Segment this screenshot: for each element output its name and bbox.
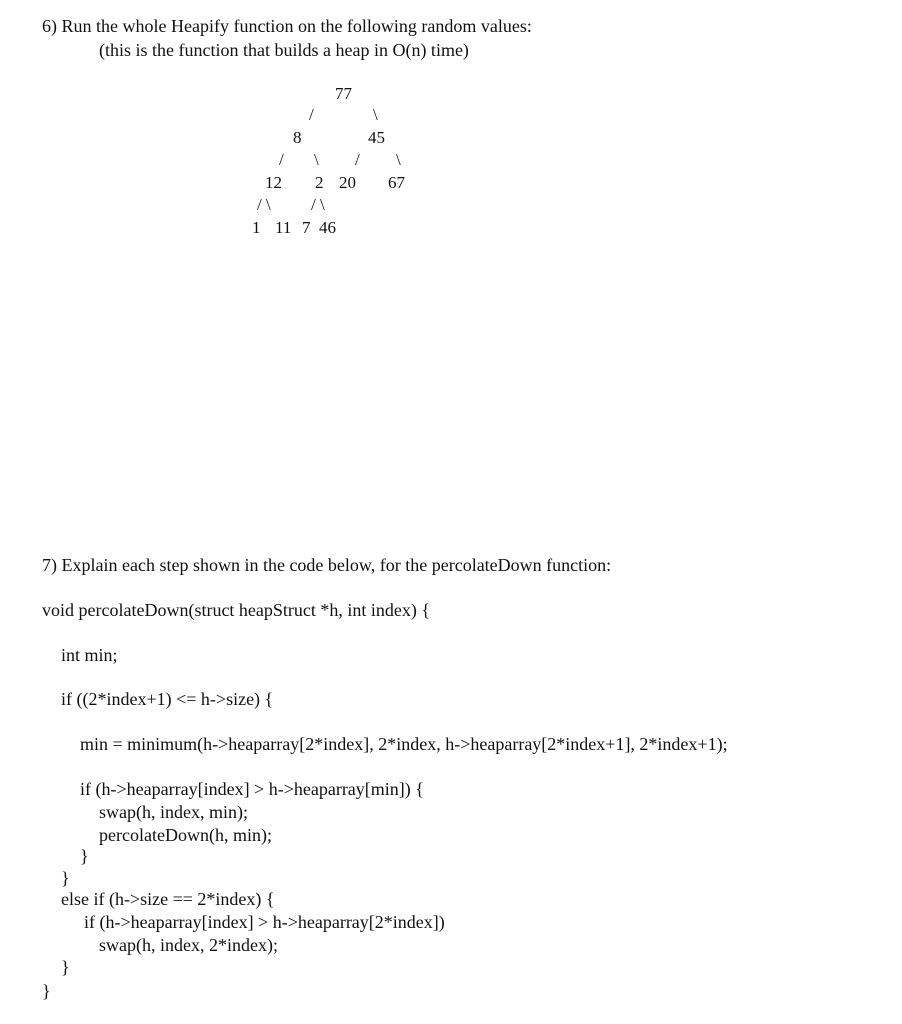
tree-node: 12	[265, 173, 282, 192]
tree-node: 2	[315, 173, 324, 192]
tree-node: 67	[388, 173, 405, 192]
code-line: min = minimum(h->heaparray[2*index], 2*index, h->heaparray[2*index+1], 2*index+1);	[80, 734, 728, 754]
code-line: if ((2*index+1) <= h->size) {	[61, 689, 274, 709]
tree-node: 46	[319, 218, 336, 237]
code-line: if (h->heaparray[index] > h->heaparray[min]) {	[80, 779, 424, 799]
q6-heading: 6) Run the whole Heapify function on the following random values:	[42, 16, 532, 36]
code-line: swap(h, index, min);	[99, 802, 248, 822]
tree-edge: / \	[257, 195, 271, 214]
code-line: void percolateDown(struct heapStruct *h, int index) {	[42, 600, 431, 620]
tree-node: 11	[275, 218, 292, 237]
code-line: swap(h, index, 2*index);	[99, 935, 278, 955]
tree-edge: /	[309, 105, 314, 124]
code-line: else if (h->size == 2*index) {	[61, 889, 275, 909]
tree-node: 7	[302, 218, 311, 237]
tree-node: 45	[368, 128, 385, 147]
tree-edge: / \	[311, 195, 325, 214]
code-line: }	[61, 957, 70, 977]
tree-edge: \	[314, 150, 319, 169]
code-line: percolateDown(h, min);	[99, 825, 272, 845]
tree-edge: /	[355, 150, 360, 169]
q6-subheading: (this is the function that builds a heap in O(n) time)	[99, 40, 469, 60]
tree-edge: /	[279, 150, 284, 169]
code-line: }	[80, 846, 89, 866]
code-line: }	[61, 868, 70, 888]
tree-node-root: 77	[335, 84, 352, 103]
code-line: }	[42, 981, 51, 1001]
code-line: if (h->heaparray[index] > h->heaparray[2*index])	[84, 912, 445, 932]
tree-edge: \	[396, 150, 401, 169]
code-line: int min;	[61, 645, 118, 665]
tree-node: 20	[339, 173, 356, 192]
tree-edge: \	[373, 105, 378, 124]
tree-node: 8	[293, 128, 302, 147]
tree-node: 1	[252, 218, 261, 237]
q7-heading: 7) Explain each step shown in the code below, for the percolateDown function:	[42, 555, 612, 575]
